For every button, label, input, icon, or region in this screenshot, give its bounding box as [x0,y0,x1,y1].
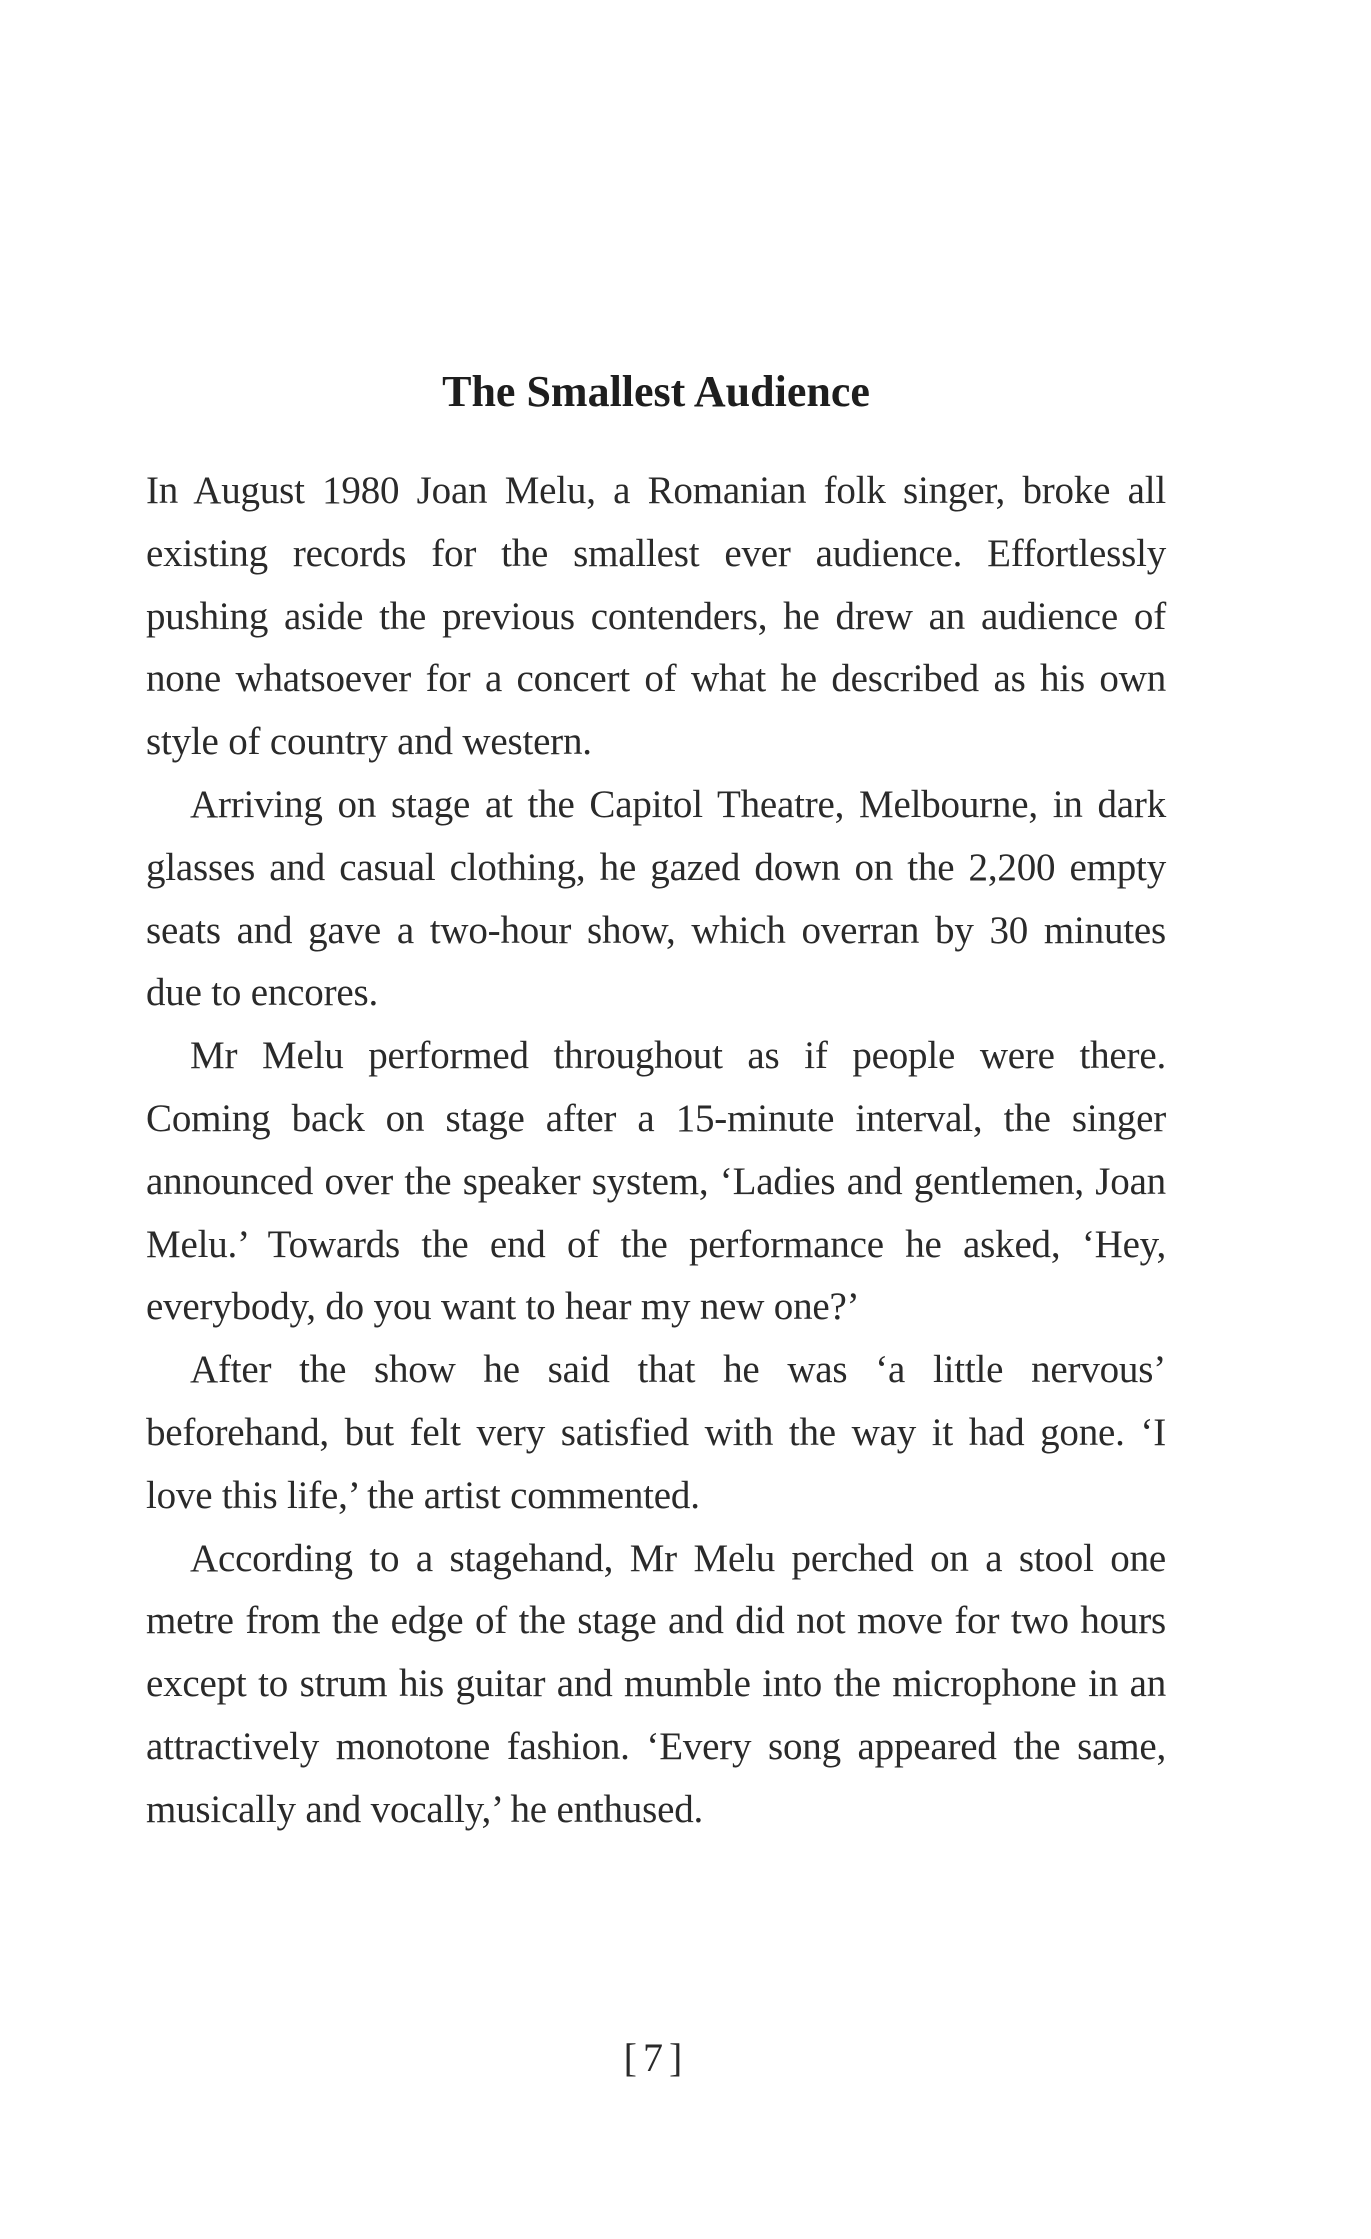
body-text [146,460,1166,1842]
paragraph-2: Arriving on stage at the Capitol Theatre, Melbourne, in dark glasses and casual clothing, he gazed down on the 2,200 empty seats and gave a two-hour show, which overran by 30 minutes due to encores. [146,782,1166,1015]
paragraph-1: In August 1980 Joan Melu, a Romanian folk singer, broke all existing records for the smallest ever audience. Effortlessly pushing aside the previous contenders, he drew an audience of none whatsoever for a concert of what he described as his own style of country and western. [146,469,1166,764]
paragraph-3: Mr Melu performed throughout as if people were there. Coming back on stage after a 15-minute interval, the singer announced over the speaker system, ‘Ladies and gentlemen, Joan Melu.’ Towards the end of the performance he asked, ‘Hey, everybody, do you want to hear my new one?’ [146,1034,1166,1329]
page-number: [7] [623,2035,689,2080]
paragraph-5: According to a stagehand, Mr Melu perched on a stool one metre from the edge of the stage and did not move for two hours except to strum his guitar and mumble into the microphone in an attractively monotone fashion. ‘Every song appeared the same, musically and vocally,’ he enthused. [146,1536,1166,1831]
paragraph-4: After the show he said that he was ‘a little nervous’ beforehand, but felt very satisfied with the way it had gone. ‘I love this life,’ the artist commented. [146,1348,1166,1517]
chapter-title: The Smallest Audience [442,367,870,416]
